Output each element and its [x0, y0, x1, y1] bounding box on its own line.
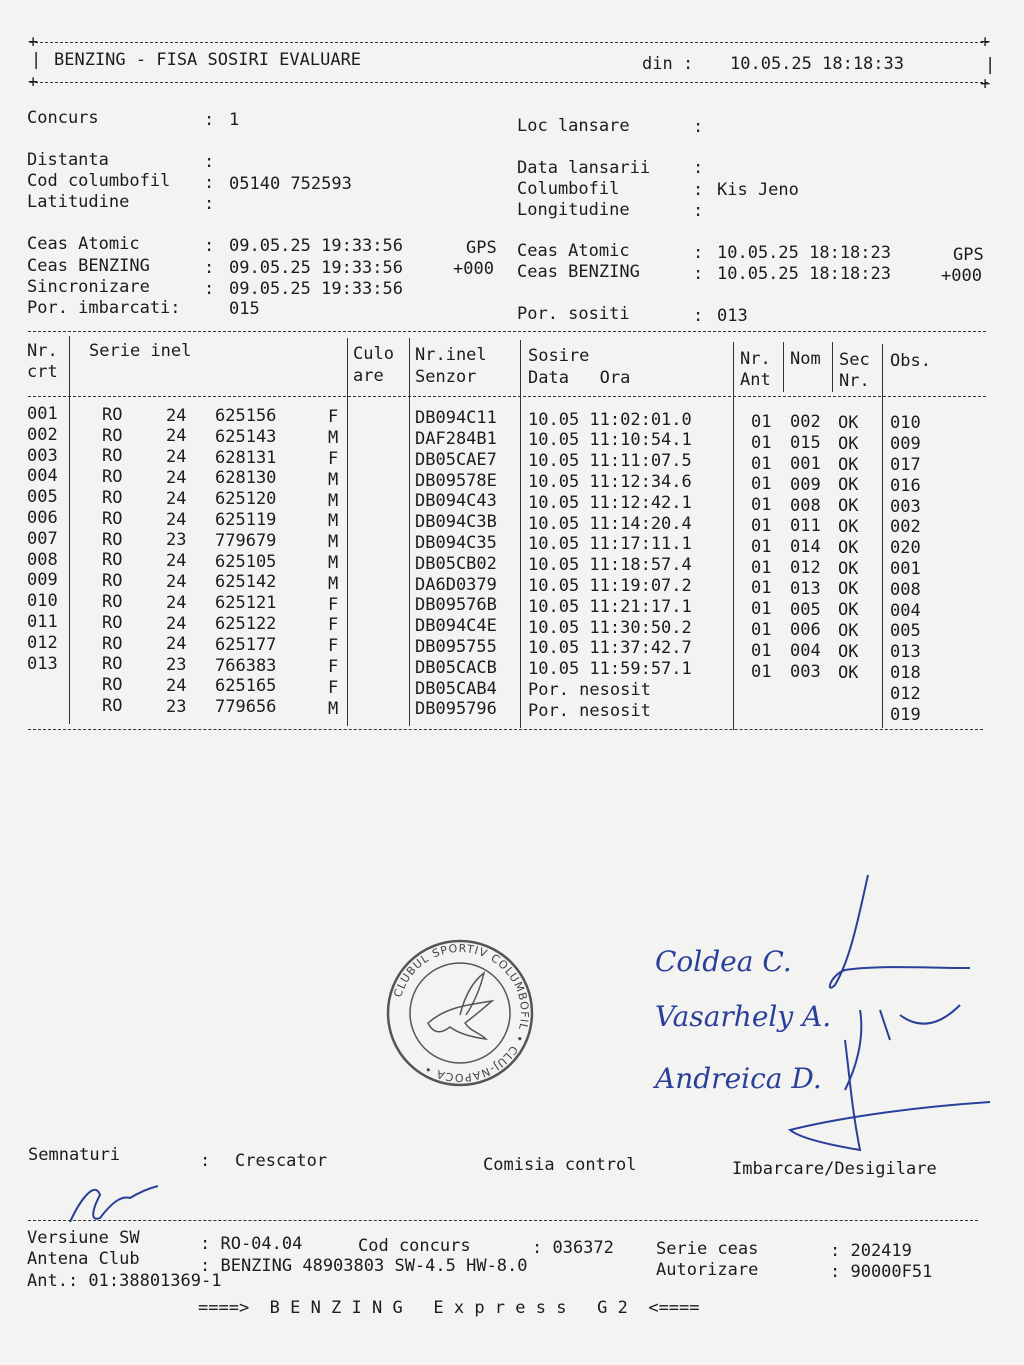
row-ant: 01 [751, 536, 772, 557]
ceas-benzing-left-value: 09.05.25 19:33:56 [229, 258, 403, 278]
header-corner-tl: + [28, 32, 39, 52]
row-ring: 625105 [215, 551, 277, 572]
semnaturi-label: Semnaturi [28, 1145, 121, 1165]
row-country: RO [102, 529, 123, 550]
row-sec: OK [838, 537, 859, 558]
th-obs: Obs. [890, 351, 931, 371]
serie-ceas-value: : 202419 [830, 1241, 912, 1261]
row-arrival: Por. nesosit [528, 700, 651, 721]
latitudine-label: Latitudine [27, 192, 130, 212]
row-sex: M [328, 532, 339, 553]
row-ant: 01 [751, 474, 772, 495]
row-sex: F [328, 656, 339, 677]
row-sec: OK [838, 620, 859, 641]
svg-text:CLUBUL SPORTIV COLUMBOFIL • CL: CLUBUL SPORTIV COLUMBOFIL • CLUJ-NAPOCA • [391, 941, 532, 1085]
ceas-atomic-left-extra: GPS [466, 238, 497, 258]
row-year: 24 [166, 571, 187, 592]
header-corner-tr: + [980, 32, 991, 52]
row-year: 24 [166, 634, 187, 655]
row-ring: 779656 [215, 697, 277, 718]
ceas-benzing-left-label: Ceas BENZING [27, 256, 150, 276]
row-arrival: 10.05 11:17:11.1 [528, 534, 692, 555]
row-obs: 001 [890, 559, 921, 580]
row-sex: F [328, 636, 339, 657]
row-obs: 013 [890, 642, 921, 663]
concurs-value: 1 [229, 110, 240, 130]
row-sensor: DB09578E [415, 470, 497, 491]
th-senzor-line1: Nr.inel [415, 345, 487, 365]
row-sex: F [328, 677, 339, 698]
row-ant: 01 [751, 432, 772, 453]
row-sex: F [328, 448, 339, 469]
row-nom: 011 [790, 516, 821, 537]
versiune-label: Versiune SW [27, 1228, 140, 1248]
columbofil-label: Columbofil [517, 179, 620, 199]
row-year: 24 [166, 405, 187, 426]
row-sensor: DB05CB02 [415, 553, 497, 574]
row-nom: 005 [790, 599, 821, 620]
ceas-benzing-right-value: 10.05.25 18:18:23 [717, 264, 891, 284]
columbofil-value: Kis Jeno [717, 180, 799, 200]
sositi-label: Por. sositi [517, 304, 630, 324]
row-arrival: 10.05 11:14:20.4 [528, 513, 692, 534]
row-country: RO [102, 633, 123, 654]
th-ant-line2: Ant [740, 370, 771, 390]
distanta-label: Distanta [27, 150, 109, 170]
row-sex: M [328, 552, 339, 573]
row-sex: F [328, 407, 339, 428]
row-nom: 003 [790, 661, 821, 682]
row-nom: 009 [790, 474, 821, 495]
longitudine-label: Longitudine [517, 200, 630, 220]
sincronizare-value: 09.05.25 19:33:56 [229, 279, 403, 299]
header-bar-left: | [31, 50, 42, 70]
ceas-atomic-right-sep: : [693, 243, 704, 263]
data-lansarii-sep: : [693, 158, 704, 178]
row-country: RO [102, 446, 123, 467]
row-obs: 017 [890, 455, 921, 476]
row-year: 24 [166, 447, 187, 468]
row-sensor: DB094C4E [415, 616, 497, 637]
columbofil-sep: : [693, 180, 704, 200]
row-nom: 002 [790, 412, 821, 433]
row-nr: 002 [27, 424, 58, 445]
row-country: RO [102, 467, 123, 488]
autorizare-value: : 90000F51 [830, 1262, 933, 1282]
th-serie-inel: Serie inel [89, 341, 192, 361]
benzing-express-banner: ====> B E N Z I N G E x p r e s s G 2 <==== [198, 1298, 700, 1318]
row-sec: OK [838, 454, 859, 475]
row-ring: 625121 [215, 593, 277, 614]
row-sensor: DB094C3B [415, 512, 497, 533]
th-sosire-line2: Data Ora [528, 368, 631, 388]
row-nr: 009 [27, 570, 58, 591]
row-arrival: 10.05 11:18:57.4 [528, 555, 692, 576]
row-nr: 007 [27, 528, 58, 549]
row-country: RO [102, 508, 123, 529]
th-ant-line1: Nr. [740, 349, 771, 369]
row-sensor: DB05CACB [415, 657, 497, 678]
row-country: RO [102, 654, 123, 675]
row-year: 24 [166, 551, 187, 572]
row-sec: OK [838, 496, 859, 517]
data-lansarii-label: Data lansarii [517, 158, 651, 178]
row-ring: 625122 [215, 614, 277, 635]
th-nr-line2: crt [27, 362, 58, 382]
row-year: 24 [166, 426, 187, 447]
row-sensor: DB095796 [415, 699, 497, 720]
row-year: 24 [166, 675, 187, 696]
ceas-benzing-left-sep: : [204, 258, 215, 278]
row-sex: M [328, 428, 339, 449]
row-arrival: 10.05 11:59:57.1 [528, 659, 692, 680]
row-sex: F [328, 594, 339, 615]
row-sex: M [328, 511, 339, 532]
row-ant: 01 [751, 557, 772, 578]
row-sensor: DB094C43 [415, 491, 497, 512]
cod-concurs-label: Cod concurs [358, 1236, 471, 1256]
row-arrival: 10.05 11:37:42.7 [528, 638, 692, 659]
row-sec: OK [838, 412, 859, 433]
header-din-label: din : [642, 54, 694, 74]
row-ring: 628131 [215, 447, 277, 468]
row-sec: OK [838, 558, 859, 579]
row-ant: 01 [751, 495, 772, 516]
header-corner-bl: + [28, 72, 39, 92]
row-year: 23 [166, 696, 187, 717]
row-sensor: DB05CAB4 [415, 678, 497, 699]
header-title: BENZING - FISA SOSIRI EVALUARE [54, 50, 362, 70]
header-din-value: 10.05.25 18:18:33 [730, 54, 904, 74]
row-ant: 01 [751, 411, 772, 432]
sositi-value: 013 [717, 306, 748, 326]
latitudine-sep: : [204, 194, 215, 214]
row-ring: 625120 [215, 489, 277, 510]
row-obs: 016 [890, 475, 921, 496]
row-sec: OK [838, 662, 859, 683]
row-sec: OK [838, 579, 859, 600]
row-obs: 010 [890, 413, 921, 434]
row-nr: 008 [27, 549, 58, 570]
row-ant: 01 [751, 619, 772, 640]
row-nr: 004 [27, 466, 58, 487]
ceas-benzing-right-label: Ceas BENZING [517, 262, 640, 282]
row-sex: M [328, 573, 339, 594]
row-obs: 009 [890, 434, 921, 455]
cod-columbofil-value: 05140 752593 [229, 174, 352, 194]
row-nr: 006 [27, 508, 58, 528]
row-arrival: Por. nesosit [528, 679, 651, 700]
row-year: 24 [166, 592, 187, 613]
row-ant: 01 [751, 578, 772, 599]
row-obs: 005 [890, 621, 921, 642]
th-sosire-line1: Sosire [528, 346, 590, 366]
row-nom: 014 [790, 537, 821, 558]
row-country: RO [102, 675, 123, 696]
row-arrival: 10.05 11:02:01.0 [528, 409, 692, 430]
row-nr: 010 [27, 591, 58, 612]
row-sex: F [328, 615, 339, 636]
row-obs: 020 [890, 538, 921, 559]
row-country: RO [102, 571, 123, 592]
sincronizare-sep: : [204, 279, 215, 299]
cod-concurs-value: : 036372 [532, 1238, 614, 1258]
cod-columbofil-label: Cod columbofil [27, 171, 171, 191]
row-arrival: 10.05 11:21:17.1 [528, 596, 692, 617]
row-country: RO [102, 696, 123, 717]
handwritten-name-3: Andreica D. [655, 1062, 822, 1095]
row-nr: 001 [27, 404, 58, 424]
serie-ceas-label: Serie ceas [656, 1239, 759, 1259]
row-sec: OK [838, 475, 859, 496]
antena-value: : BENZING 48903803 SW-4.5 HW-8.0 [200, 1256, 528, 1276]
row-obs: 018 [890, 663, 921, 684]
ceas-benzing-right-sep: : [693, 264, 704, 284]
row-sex: M [328, 698, 339, 719]
row-nr: 005 [27, 487, 58, 508]
row-country: RO [102, 488, 123, 509]
row-ring: 625142 [215, 572, 277, 593]
row-sensor: DB094C11 [415, 408, 497, 429]
row-obs: 012 [890, 683, 921, 704]
comisia-control-label: Comisia control [483, 1155, 637, 1175]
distanta-sep: : [204, 152, 215, 172]
handwritten-name-1: Coldea C. [655, 945, 792, 978]
loc-lansare-label: Loc lansare [517, 116, 630, 136]
row-country: RO [102, 592, 123, 613]
row-year: 23 [166, 655, 187, 676]
longitudine-sep: : [693, 201, 704, 221]
row-nom: 001 [790, 453, 821, 474]
footer-rule [28, 1220, 978, 1221]
row-ring: 766383 [215, 655, 277, 676]
ceas-atomic-left-value: 09.05.25 19:33:56 [229, 236, 403, 256]
imbarcati-value: 015 [229, 299, 260, 319]
row-arrival: 10.05 11:30:50.2 [528, 617, 692, 638]
row-nr: 003 [27, 445, 58, 466]
antena-label: Antena Club [27, 1249, 140, 1269]
row-sensor: DB05CAE7 [415, 449, 497, 470]
th-sec-line2: Nr. [839, 371, 870, 391]
row-nom: 006 [790, 620, 821, 641]
ant-line: Ant.: 01:38801369-1 [27, 1271, 222, 1291]
row-country: RO [102, 425, 123, 446]
versiune-value: : RO-04.04 [200, 1234, 303, 1254]
ceas-atomic-left-label: Ceas Atomic [27, 234, 140, 254]
concurs-label: Concurs [27, 108, 99, 128]
row-nom: 012 [790, 557, 821, 578]
header-bar-right: | [985, 55, 996, 75]
row-arrival: 10.05 11:10:54.1 [528, 430, 692, 451]
row-ant: 01 [751, 453, 772, 474]
row-ring: 625143 [215, 426, 277, 447]
row-country: RO [102, 550, 123, 571]
row-nom: 004 [790, 641, 821, 662]
row-obs: 003 [890, 496, 921, 517]
row-sensor: DB095755 [415, 637, 497, 658]
row-ring: 625156 [215, 406, 277, 427]
th-culoare-line1: Culo [353, 344, 394, 364]
row-arrival: 10.05 11:12:42.1 [528, 492, 692, 513]
row-year: 24 [166, 509, 187, 530]
row-sec: OK [838, 433, 859, 454]
row-sex: M [328, 490, 339, 511]
concurs-sep: : [204, 110, 215, 130]
row-arrival: 10.05 11:19:07.2 [528, 575, 692, 596]
row-year: 24 [166, 488, 187, 509]
row-sex: M [328, 469, 339, 490]
row-ant: 01 [751, 599, 772, 620]
row-sensor: DB094C35 [415, 533, 497, 554]
row-nom: 013 [790, 578, 821, 599]
row-obs: 004 [890, 600, 921, 621]
row-nr: 011 [27, 612, 58, 632]
imbarcati-label: Por. imbarcati: [27, 298, 181, 318]
ceas-atomic-right-value: 10.05.25 18:18:23 [717, 243, 891, 263]
row-sensor: DAF284B1 [415, 429, 497, 450]
row-sec: OK [838, 516, 859, 537]
row-country: RO [102, 612, 123, 633]
row-nom: 015 [790, 433, 821, 454]
row-obs: 019 [890, 704, 921, 725]
ceas-atomic-right-extra: GPS [953, 245, 984, 265]
header-corner-br: + [980, 74, 991, 94]
row-ring: 628130 [215, 468, 277, 489]
row-obs: 008 [890, 579, 921, 600]
row-ant: 01 [751, 515, 772, 536]
row-ring: 779679 [215, 530, 277, 551]
row-year: 24 [166, 613, 187, 634]
sincronizare-label: Sincronizare [27, 277, 150, 297]
ceas-benzing-right-extra: +000 [941, 266, 982, 286]
row-sec: OK [838, 641, 859, 662]
row-obs: 002 [890, 517, 921, 538]
row-ring: 625119 [215, 510, 277, 531]
row-nom: 008 [790, 495, 821, 516]
row-nr: 012 [27, 632, 58, 653]
th-sec-line1: Sec [839, 350, 870, 370]
crescator-label: Crescator [235, 1151, 328, 1171]
autorizare-label: Autorizare [656, 1260, 759, 1280]
semnaturi-sep: : [200, 1151, 211, 1171]
row-sensor: DA6D0379 [415, 574, 497, 595]
row-year: 24 [166, 467, 187, 488]
sositi-sep: : [693, 306, 704, 326]
row-arrival: 10.05 11:11:07.5 [528, 451, 692, 472]
row-ring: 625177 [215, 634, 277, 655]
row-year: 23 [166, 530, 187, 551]
th-senzor-line2: Senzor [415, 367, 477, 387]
row-ring: 625165 [215, 676, 277, 697]
row-sensor: DB09576B [415, 595, 497, 616]
ceas-atomic-left-sep: : [204, 236, 215, 256]
th-nom: Nom [790, 349, 821, 369]
loc-lansare-sep: : [693, 117, 704, 137]
row-nr: 013 [27, 653, 58, 674]
th-nr-line1: Nr. [27, 341, 58, 361]
row-ant: 01 [751, 640, 772, 661]
handwritten-name-2: Vasarhely A. [655, 1000, 832, 1033]
row-ant: 01 [751, 661, 772, 682]
imbarcare-desigilare-label: Imbarcare/Desigilare [732, 1159, 937, 1179]
cod-columbofil-sep: : [204, 173, 215, 193]
ceas-atomic-right-label: Ceas Atomic [517, 241, 630, 261]
row-country: RO [102, 404, 123, 425]
th-culoare-line2: are [353, 366, 384, 386]
row-arrival: 10.05 11:12:34.6 [528, 471, 692, 492]
ceas-benzing-left-extra: +000 [453, 259, 494, 279]
row-sec: OK [838, 600, 859, 621]
